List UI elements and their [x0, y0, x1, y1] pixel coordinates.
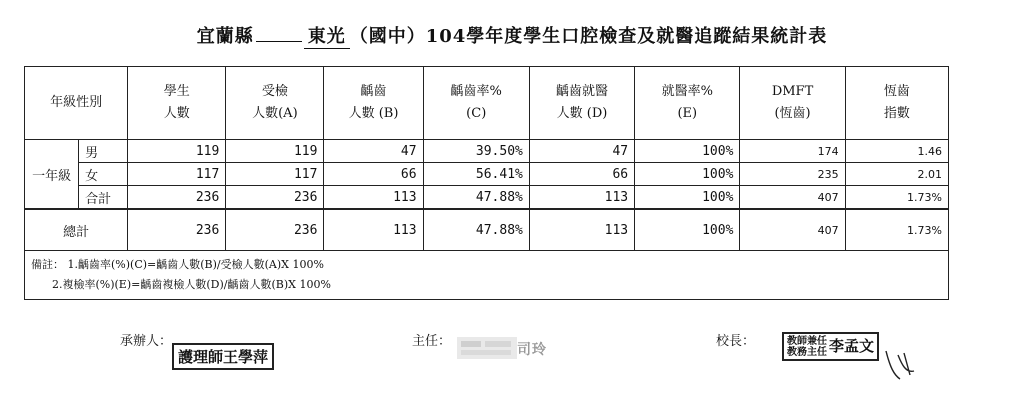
- index-cell: 2.01: [845, 163, 948, 186]
- signature-scribble: [880, 345, 920, 385]
- notes-cell: [25, 251, 949, 300]
- principal-name: 李孟文: [829, 337, 875, 355]
- header-examined: 受檢 人數(A): [226, 67, 324, 140]
- treated-cell: 47: [529, 140, 634, 163]
- total-examined: 236: [226, 209, 324, 251]
- caries-rate-cell: 56.41%: [423, 163, 529, 186]
- header-caries: 齲齒 人數 (B): [324, 67, 423, 140]
- title-school: 東光: [304, 22, 350, 49]
- header-students: 學生 人數: [128, 67, 226, 140]
- caries-rate-cell: 39.50%: [423, 140, 529, 163]
- total-treated: 113: [529, 209, 634, 251]
- faded-stamp-graphic: [455, 333, 565, 363]
- grade-label: 一年級: [25, 140, 79, 210]
- total-dmft: 407: [740, 209, 845, 251]
- caries-rate-cell: 47.88%: [423, 186, 529, 210]
- notes-row: [25, 251, 949, 300]
- principal-title: 教師兼任 教務主任: [787, 336, 827, 358]
- treated-cell: 66: [529, 163, 634, 186]
- director-stamp: [455, 333, 565, 363]
- gender-cell: 男: [79, 140, 128, 163]
- header-treated: 齲齒就醫 人數 (D): [529, 67, 634, 140]
- dmft-cell: 407: [740, 186, 845, 210]
- examined-cell: 117: [226, 163, 324, 186]
- students-cell: 119: [128, 140, 226, 163]
- director-label: 主任：: [412, 334, 452, 349]
- total-caries: 113: [324, 209, 423, 251]
- statistics-table: [24, 66, 949, 300]
- examined-cell: 236: [226, 186, 324, 210]
- caries-cell: 113: [324, 186, 423, 210]
- treated-cell: 113: [529, 186, 634, 210]
- header-row: [25, 67, 949, 140]
- header-caries-rate: 齲齒率% (C): [423, 67, 529, 140]
- total-students: 236: [128, 209, 226, 251]
- table-row: [25, 140, 949, 163]
- gender-cell: 女: [79, 163, 128, 186]
- handler-stamp: 護理師王學萍: [172, 343, 274, 370]
- director-stamp-name: 司玲: [517, 342, 547, 358]
- header-permanent-index: 恆齒 指數: [845, 67, 948, 140]
- dmft-cell: 174: [740, 140, 845, 163]
- principal-label: 校長：: [716, 334, 756, 349]
- title-blank: [256, 41, 302, 42]
- principal-stamp: [782, 332, 879, 361]
- dmft-cell: 235: [740, 163, 845, 186]
- examined-cell: 119: [226, 140, 324, 163]
- notes-line-1: 1.齲齒率(%)(C)=齲齒人數(B)/受檢人數(A)X 100%: [67, 258, 324, 271]
- total-label: 總計: [25, 209, 128, 251]
- header-treat-rate: 就醫率% (E): [635, 67, 740, 140]
- index-cell: 1.73%: [845, 186, 948, 210]
- total-index: 1.73%: [845, 209, 948, 251]
- students-cell: 236: [128, 186, 226, 210]
- handler-label: 承辦人：: [120, 334, 173, 349]
- total-caries-rate: 47.88%: [423, 209, 529, 251]
- title-rest: （國中）104學年度學生口腔檢查及就醫追蹤結果統計表: [349, 26, 828, 47]
- title-county: 宜蘭縣: [196, 26, 254, 47]
- students-cell: 117: [128, 163, 226, 186]
- notes-label: 備註：: [31, 258, 64, 271]
- index-cell: 1.46: [845, 140, 948, 163]
- total-row: [25, 209, 949, 251]
- table-row: [25, 186, 949, 210]
- total-treat-rate: 100%: [635, 209, 740, 251]
- table-row: [25, 163, 949, 186]
- header-grade-gender: 年級性別: [25, 67, 128, 140]
- caries-cell: 66: [324, 163, 423, 186]
- header-dmft: DMFT (恆齒): [740, 67, 845, 140]
- notes-line-2: 2.複檢率(%)(E)=齲齒複檢人數(D)/齲齒人數(B)X 100%: [51, 278, 331, 291]
- treat-rate-cell: 100%: [635, 186, 740, 210]
- caries-cell: 47: [324, 140, 423, 163]
- gender-cell: 合計: [79, 186, 128, 210]
- page-title: [0, 22, 1024, 49]
- treat-rate-cell: 100%: [635, 140, 740, 163]
- treat-rate-cell: 100%: [635, 163, 740, 186]
